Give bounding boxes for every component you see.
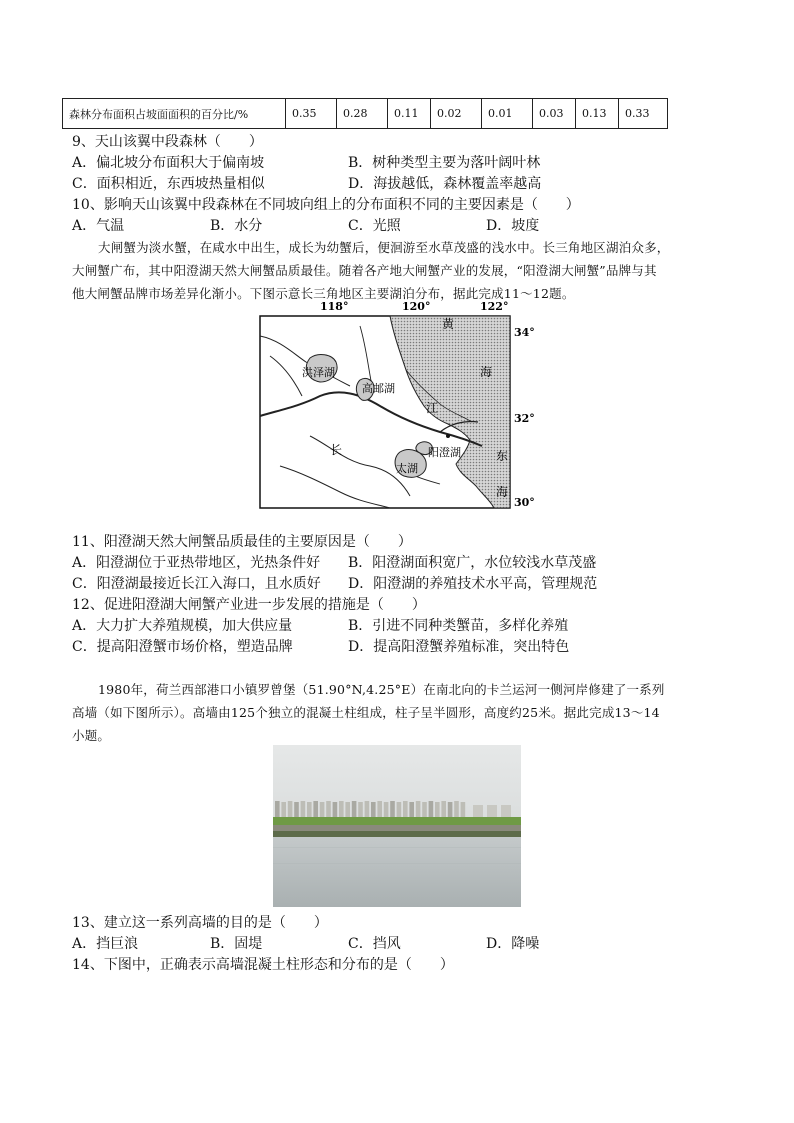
question-9-option-b: B．树种类型主要为落叶阔叶林	[348, 155, 541, 171]
question-11-option-a: A．阳澄湖位于亚热带地区，光热条件好	[72, 555, 321, 571]
sea-label: 海	[496, 485, 509, 499]
question-11-option-d: D．阳澄湖的养殖技术水平高，管理规范	[348, 576, 598, 592]
yangtze-delta-lake-map	[250, 296, 550, 518]
table-cell: 0.13	[576, 99, 619, 129]
question-12-stem: 12、促进阳澄湖大闸蟹产业进一步发展的措施是（ ）	[72, 597, 426, 613]
sea-label: 黄	[442, 317, 455, 331]
lake-label: 高邮湖	[362, 382, 395, 395]
table-cell: 0.35	[286, 99, 337, 129]
passage-line: 大闸蟹为淡水蟹，在咸水中出生，成长为幼蟹后，便洄游至水草茂盛的浅水中。长三角地区湖泊众多，	[98, 240, 670, 255]
question-10-option-d: D．坡度	[486, 218, 540, 234]
question-13-option-b: B．固堤	[210, 936, 263, 952]
question-12-option-b: B．引进不同种类蟹苗，多样化养殖	[348, 618, 569, 634]
question-12-option-c: C．提高阳澄蟹市场价格，塑造品牌	[72, 639, 293, 655]
question-10-stem: 10、影响天山该翼中段森林在不同坡向组上的分布面积不同的主要因素是（ ）	[72, 197, 580, 213]
passage-line: 他大闸蟹品牌市场差异化渐小。下图示意长三角地区主要湖泊分布，据此完成11～12题。	[72, 286, 575, 301]
concrete-wall-photo	[273, 745, 521, 907]
question-11-option-b: B．阳澄湖面积宽广，水位较浅水草茂盛	[348, 555, 597, 571]
crab-passage	[72, 236, 732, 305]
sea-label: 海	[480, 365, 493, 379]
lon-label: 120°	[402, 300, 431, 313]
question-10-option-c: C．光照	[348, 218, 401, 234]
table-row	[63, 99, 668, 129]
lat-label: 30°	[514, 496, 535, 509]
passage-line: 大闸蟹广布，其中阳澄湖天然大闸蟹品质最佳。随着各产地大闸蟹产业的发展，“阳澄湖大闸蟹”品牌与其	[72, 263, 657, 278]
table-cell: 0.11	[388, 99, 431, 129]
forest-area-table	[62, 98, 668, 129]
question-14-stem: 14、下图中，正确表示高墙混凝土柱形态和分布的是（ ）	[72, 957, 454, 973]
question-11-option-c: C．阳澄湖最接近长江入海口，且水质好	[72, 576, 321, 592]
question-10-option-a: A．气温	[72, 218, 125, 234]
lon-label: 122°	[480, 300, 509, 313]
question-12-option-d: D．提高阳澄蟹养殖标准，突出特色	[348, 639, 570, 655]
passage-line: 小题。	[72, 728, 111, 743]
table-cell: 0.28	[337, 99, 388, 129]
table-cell: 0.33	[619, 99, 668, 129]
question-9-option-d: D．海拔越低，森林覆盖率越高	[348, 176, 542, 192]
question-13-option-c: C．挡风	[348, 936, 401, 952]
question-13-option-a: A．挡巨浪	[72, 936, 139, 952]
passage-line: 1980年，荷兰西部港口小镇罗曾堡（51.90°N,4.25°E）在南北向的卡兰运河一侧河岸修建了一系列	[98, 682, 665, 697]
table-cell: 0.02	[431, 99, 482, 129]
question-13-stem: 13、建立这一系列高墙的目的是（ ）	[72, 915, 328, 931]
question-13-option-d: D．降噪	[486, 936, 540, 952]
passage-line: 高墙（如下图所示）。高墙由125个独立的混凝土柱组成，柱子呈半圆形，高度约25米。据此完成13～14	[72, 705, 660, 720]
river-label: 江	[426, 401, 439, 415]
city-dot	[446, 434, 450, 438]
river-label: 长	[330, 443, 343, 457]
question-9-option-c: C．面积相近，东西坡热量相似	[72, 176, 265, 192]
table-cell: 0.03	[533, 99, 576, 129]
question-12-option-a: A．大力扩大养殖规模，加大供应量	[72, 618, 293, 634]
question-11-stem: 11、阳澄湖天然大闸蟹品质最佳的主要原因是（ ）	[72, 534, 412, 550]
lon-label: 118°	[320, 300, 349, 313]
lat-label: 32°	[514, 412, 535, 425]
lake-label: 洪泽湖	[302, 366, 335, 379]
table-cell: 0.01	[482, 99, 533, 129]
question-9-stem: 9、天山该翼中段森林（ ）	[72, 134, 263, 150]
lat-label: 34°	[514, 326, 535, 339]
sea-label: 东	[496, 449, 509, 463]
table-row-label: 森林分布面积占坡面面积的百分比/%	[63, 99, 286, 129]
wall-passage	[72, 678, 732, 747]
lake-label: 阳澄湖	[428, 446, 461, 459]
lake-label: 太湖	[396, 462, 418, 475]
question-9-option-a: A．偏北坡分布面积大于偏南坡	[72, 155, 265, 171]
question-10-option-b: B．水分	[210, 218, 263, 234]
